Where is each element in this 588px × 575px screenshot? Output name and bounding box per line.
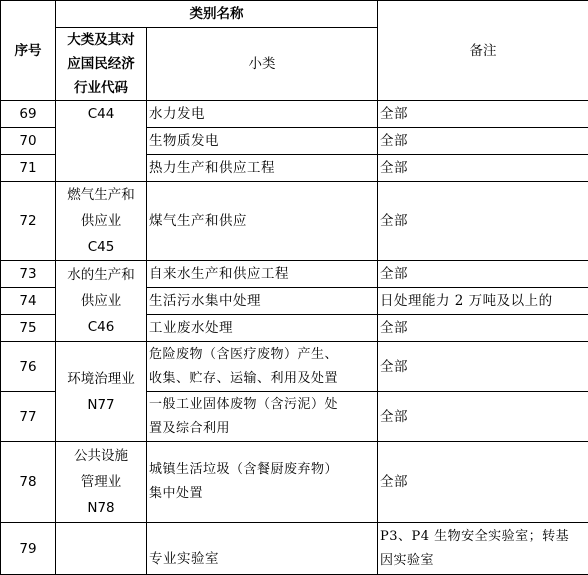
row-no: 71 xyxy=(1,155,56,182)
row-no: 75 xyxy=(1,315,56,342)
major-c46: 水的生产和 供应业 C46 xyxy=(56,261,147,342)
major-n78: 公共设施 管理业 N78 xyxy=(56,442,147,523)
header-minor: 小类 xyxy=(147,28,378,101)
remark-cell: 全部 xyxy=(378,261,588,288)
remark-cell: 全部 xyxy=(378,155,588,182)
major-c44: C44 xyxy=(56,101,147,182)
remark-cell: 全部 xyxy=(378,442,588,523)
minor-cell: 危险废物（含医疗废物）产生、 收集、贮存、运输、利用及处置 xyxy=(147,342,378,392)
row-no: 78 xyxy=(1,442,56,523)
row-no: 73 xyxy=(1,261,56,288)
remark-cell: 全部 xyxy=(378,392,588,442)
remark-cell: 日处理能力 2 万吨及以上的 xyxy=(378,288,588,315)
minor-cell: 生物质发电 xyxy=(147,128,378,155)
remark-cell: 全部 xyxy=(378,101,588,128)
remark-cell: 全部 xyxy=(378,182,588,261)
minor-cell: 水力发电 xyxy=(147,101,378,128)
minor-cell: 生活污水集中处理 xyxy=(147,288,378,315)
remark-cell: 全部 xyxy=(378,315,588,342)
header-remark: 备注 xyxy=(378,1,588,101)
minor-cell: 一般工业固体废物（含污泥）处 置及综合利用 xyxy=(147,392,378,442)
major-c45: 燃气生产和 供应业 C45 xyxy=(56,182,147,261)
header-major-category: 大类及其对 应国民经济 行业代码 xyxy=(56,28,147,101)
row-no: 77 xyxy=(1,392,56,442)
minor-cell: 热力生产和供应工程 xyxy=(147,155,378,182)
remark-cell: 全部 xyxy=(378,128,588,155)
major-n77: 环境治理业 N77 xyxy=(56,342,147,442)
row-no: 69 xyxy=(1,101,56,128)
row-no: 74 xyxy=(1,288,56,315)
minor-cell: 自来水生产和供应工程 xyxy=(147,261,378,288)
minor-cell: 专业实验室 xyxy=(147,523,378,575)
row-no: 72 xyxy=(1,182,56,261)
row-no: 76 xyxy=(1,342,56,392)
minor-cell: 工业废水处理 xyxy=(147,315,378,342)
row-no: 70 xyxy=(1,128,56,155)
remark-cell: 全部 xyxy=(378,342,588,392)
header-seq: 序号 xyxy=(1,1,56,101)
minor-cell: 煤气生产和供应 xyxy=(147,182,378,261)
row-no: 79 xyxy=(1,523,56,575)
remark-cell: P3、P4 生物安全实验室；转基 因实验室 xyxy=(378,523,588,575)
header-category-group: 类别名称 xyxy=(56,1,378,28)
minor-cell: 城镇生活垃圾（含餐厨废弃物） 集中处置 xyxy=(147,442,378,523)
